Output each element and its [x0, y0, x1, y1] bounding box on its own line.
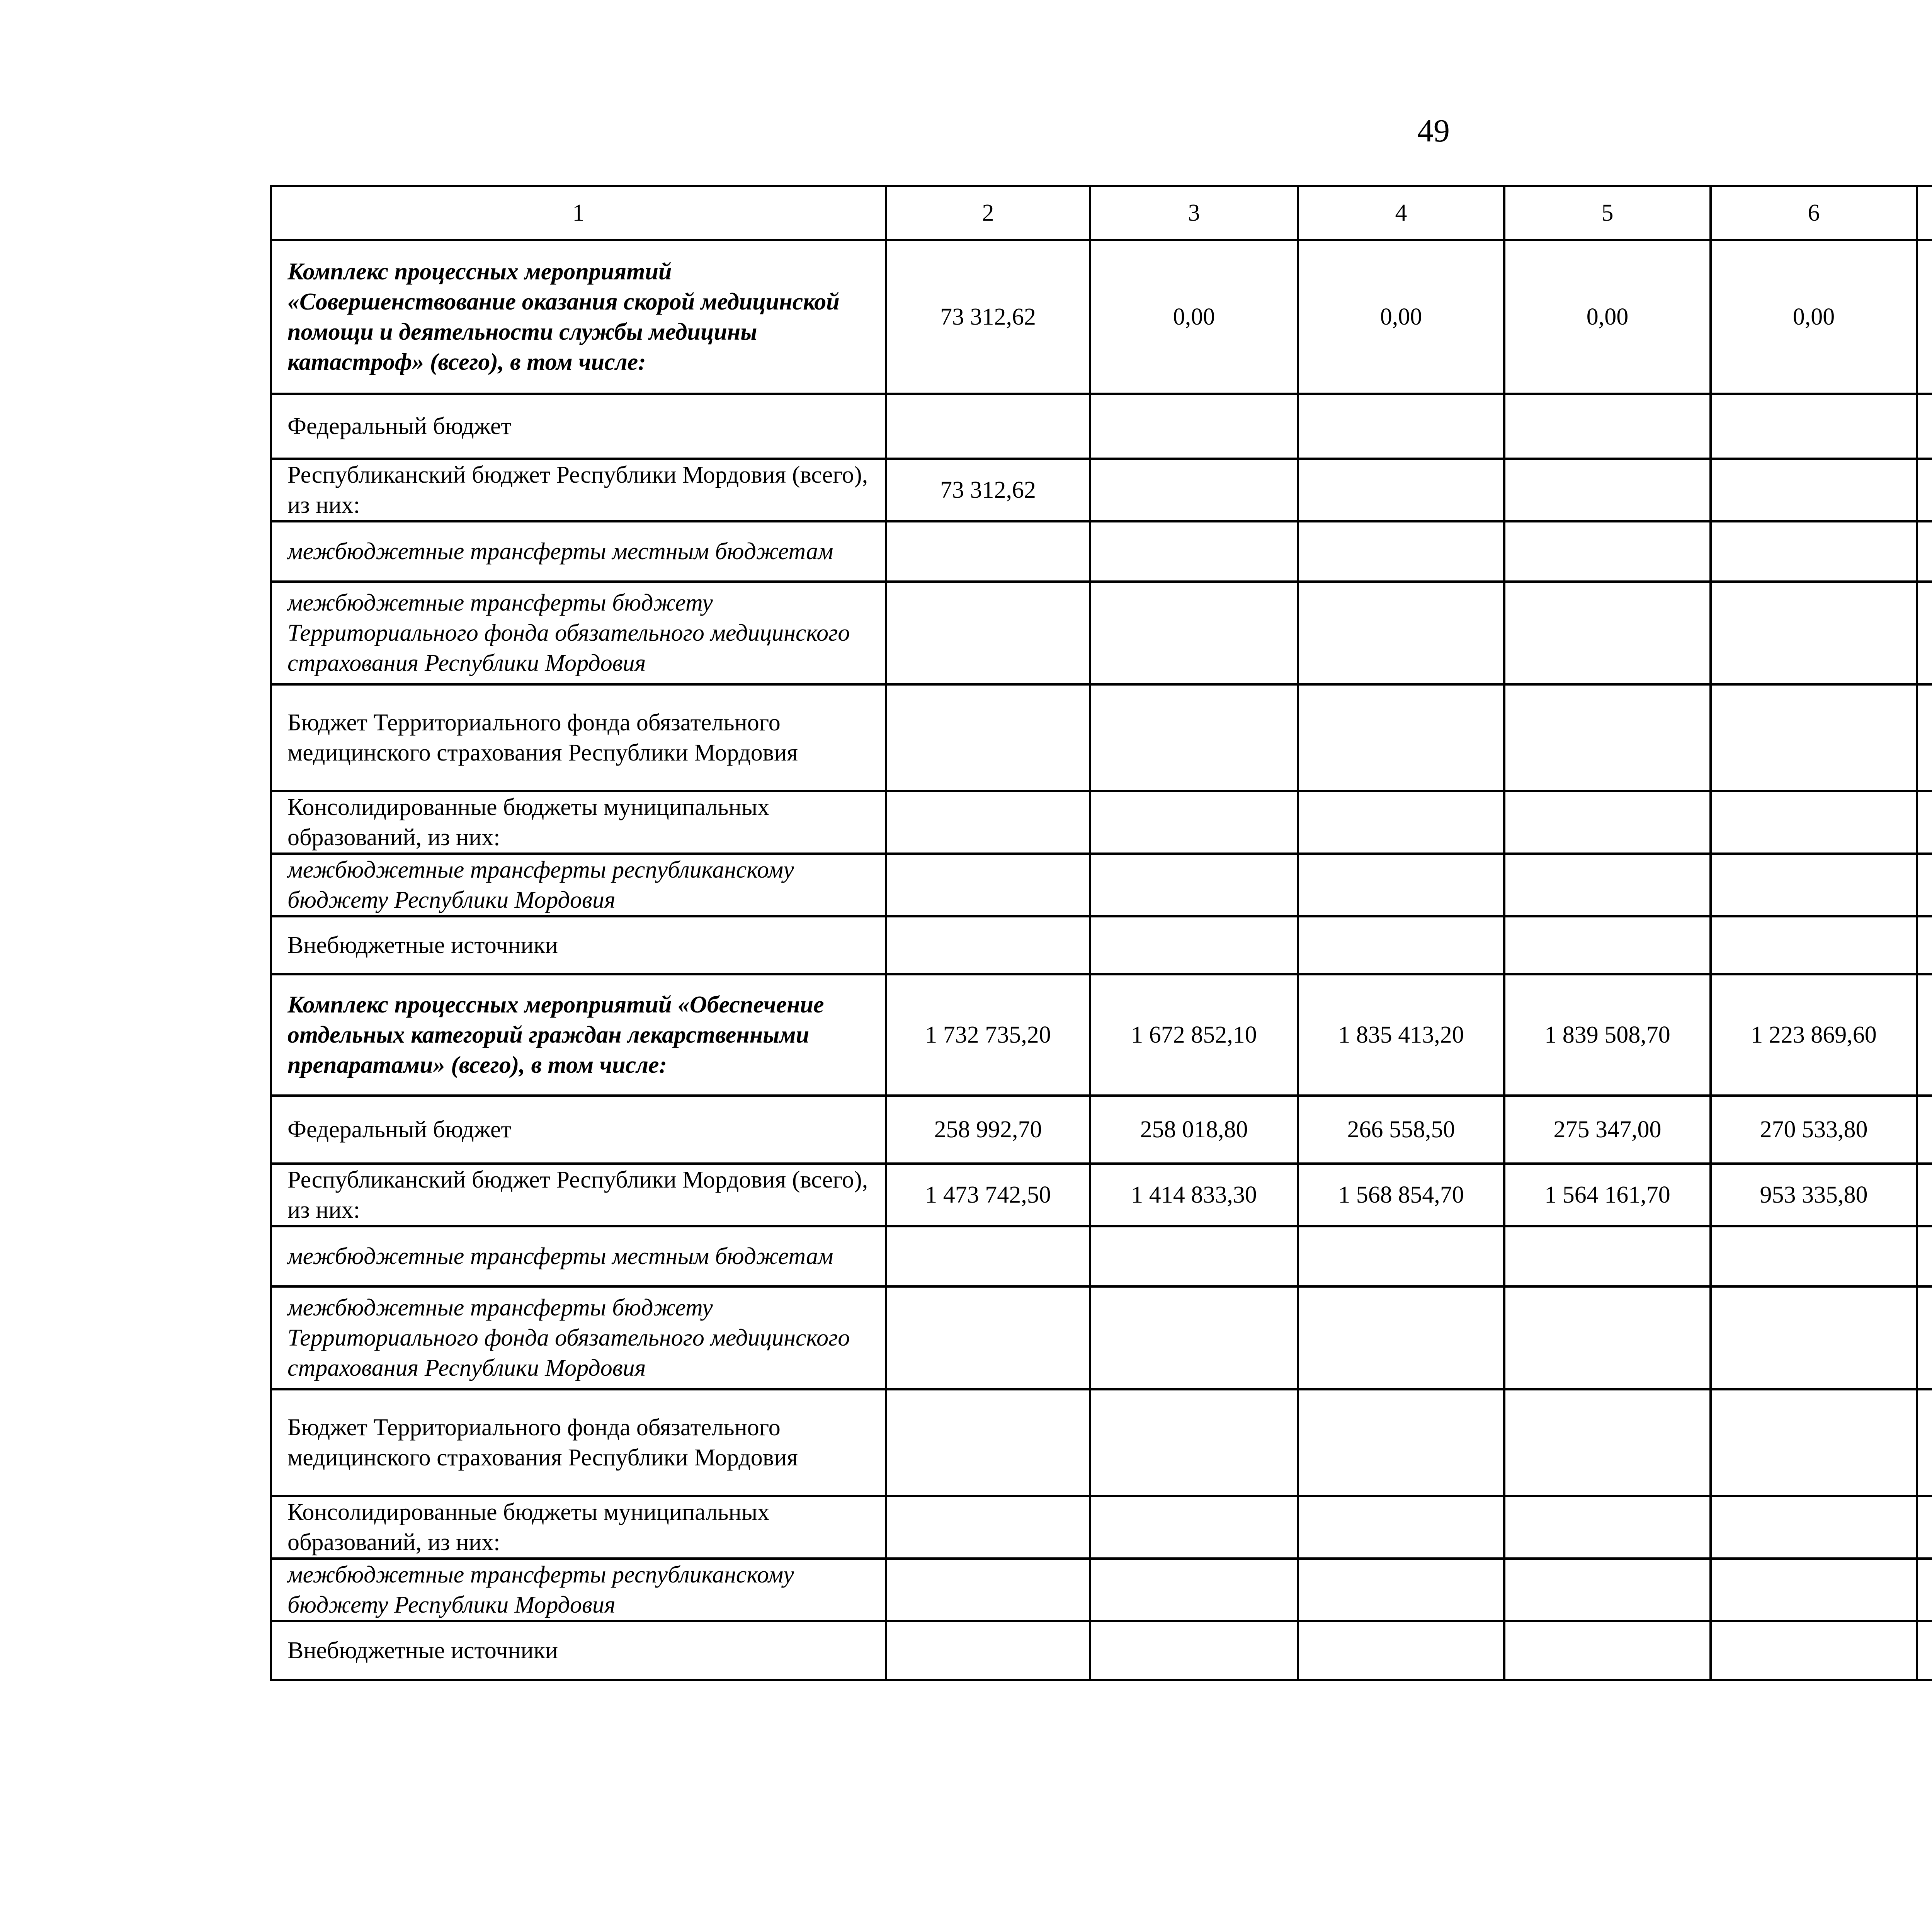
value-cell: 1 568 854,70: [1298, 1164, 1504, 1226]
value-cell: [1298, 854, 1504, 916]
value-cell: [1298, 1621, 1504, 1680]
value-cell: 0,00: [1298, 240, 1504, 394]
value-cell: [1298, 1389, 1504, 1496]
value-cell: [886, 1621, 1090, 1680]
table-row: [271, 582, 1932, 684]
value-cell: [1917, 582, 1932, 684]
value-cell: [1090, 1286, 1298, 1389]
value-cell: [1090, 521, 1298, 582]
value-cell: [1090, 854, 1298, 916]
table-row: [271, 1226, 1932, 1286]
value-cell: [1504, 582, 1711, 684]
value-cell: [1917, 1496, 1932, 1559]
value-cell: [1090, 1621, 1298, 1680]
value-cell: [1711, 916, 1917, 974]
row-label: межбюджетные трансферты местным бюджетам: [271, 521, 886, 582]
value-cell: 0,00: [1090, 240, 1298, 394]
value-cell: [1711, 684, 1917, 791]
value-cell: [886, 582, 1090, 684]
row-label: межбюджетные трансферты бюджету Территориального фонда обязательного медицинского страхования Республики Мордовия: [271, 1286, 886, 1389]
row-label: Комплекс процессных мероприятий «Обеспечение отдельных категорий граждан лекарственными препаратами» (всего), в том числе:: [271, 974, 886, 1096]
value-cell: [1917, 1226, 1932, 1286]
value-cell: [1298, 684, 1504, 791]
value-cell: [1504, 1389, 1711, 1496]
row-label: Консолидированные бюджеты муниципальных образований, из них:: [271, 791, 886, 854]
row-label: Федеральный бюджет: [271, 394, 886, 459]
value-cell: [886, 854, 1090, 916]
value-cell: 0,00: [1504, 240, 1711, 394]
value-cell: [886, 1559, 1090, 1621]
value-cell: 275 347,00: [1504, 1096, 1711, 1164]
value-cell: [1917, 854, 1932, 916]
value-cell: 1 839 508,70: [1504, 974, 1711, 1096]
row-label: Республиканский бюджет Республики Мордовия (всего), из них:: [271, 1164, 886, 1226]
value-cell: 1 672 852,10: [1090, 974, 1298, 1096]
value-cell: [1711, 1559, 1917, 1621]
value-cell: 258 992,70: [886, 1096, 1090, 1164]
row-label: Внебюджетные источники: [271, 1621, 886, 1680]
row-label: Консолидированные бюджеты муниципальных образований, из них:: [271, 1496, 886, 1559]
value-cell: [1917, 1389, 1932, 1496]
value-cell: [1090, 459, 1298, 521]
value-cell: [1917, 521, 1932, 582]
table-row: [271, 1164, 1932, 1226]
header-row: [271, 186, 1932, 240]
value-cell: [1298, 916, 1504, 974]
table-row: [271, 916, 1932, 974]
value-cell: [1298, 521, 1504, 582]
value-cell: [1917, 1286, 1932, 1389]
value-cell: [1917, 684, 1932, 791]
table-row: [271, 1559, 1932, 1621]
value-cell: [1090, 791, 1298, 854]
column-header: 4: [1298, 186, 1504, 240]
value-cell: [1504, 459, 1711, 521]
table-row: [271, 394, 1932, 459]
value-cell: [886, 1496, 1090, 1559]
value-cell: [1298, 582, 1504, 684]
value-cell: [1711, 1496, 1917, 1559]
value-cell: 270 533,80: [1711, 1096, 1917, 1164]
value-cell: [1504, 916, 1711, 974]
table-row: [271, 1096, 1932, 1164]
column-header: 2: [886, 186, 1090, 240]
column-header: [1917, 186, 1932, 240]
row-label: Бюджет Территориального фонда обязательного медицинского страхования Республики Мордовия: [271, 684, 886, 791]
value-cell: [1917, 394, 1932, 459]
column-header: 6: [1711, 186, 1917, 240]
value-cell: [886, 1286, 1090, 1389]
value-cell: [1504, 1621, 1711, 1680]
value-cell: [1917, 1621, 1932, 1680]
value-cell: 258 018,80: [1090, 1096, 1298, 1164]
value-cell: [1711, 459, 1917, 521]
value-cell: [1917, 974, 1932, 1096]
table-row: [271, 240, 1932, 394]
value-cell: [1711, 1286, 1917, 1389]
value-cell: [886, 791, 1090, 854]
value-cell: [1090, 1226, 1298, 1286]
value-cell: 1 414 833,30: [1090, 1164, 1298, 1226]
value-cell: [1917, 1559, 1932, 1621]
row-label: Республиканский бюджет Республики Мордовия (всего), из них:: [271, 459, 886, 521]
value-cell: [1504, 1286, 1711, 1389]
column-header: 5: [1504, 186, 1711, 240]
value-cell: [1504, 521, 1711, 582]
value-cell: [1917, 1096, 1932, 1164]
value-cell: [1298, 791, 1504, 854]
value-cell: [1504, 854, 1711, 916]
value-cell: [1504, 394, 1711, 459]
value-cell: [1711, 854, 1917, 916]
table-row: [271, 1621, 1932, 1680]
table-row: [271, 684, 1932, 791]
row-label: Внебюджетные источники: [271, 916, 886, 974]
row-label: межбюджетные трансферты бюджету Территориального фонда обязательного медицинского страхования Республики Мордовия: [271, 582, 886, 684]
value-cell: [1711, 1226, 1917, 1286]
value-cell: [886, 916, 1090, 974]
value-cell: [1504, 1559, 1711, 1621]
table-row: [271, 459, 1932, 521]
budget-table: [270, 185, 1932, 1681]
value-cell: [1711, 1621, 1917, 1680]
value-cell: 73 312,62: [886, 459, 1090, 521]
column-header: 1: [271, 186, 886, 240]
value-cell: 73 312,62: [886, 240, 1090, 394]
value-cell: [1711, 521, 1917, 582]
value-cell: [1298, 1286, 1504, 1389]
value-cell: [886, 1389, 1090, 1496]
value-cell: [1090, 582, 1298, 684]
value-cell: [1298, 1496, 1504, 1559]
value-cell: [1504, 684, 1711, 791]
row-label: межбюджетные трансферты республиканскому бюджету Республики Мордовия: [271, 1559, 886, 1621]
page-number: 49: [1417, 113, 1450, 149]
value-cell: [1504, 1496, 1711, 1559]
table-row: [271, 1286, 1932, 1389]
column-header: 3: [1090, 186, 1298, 240]
value-cell: [1711, 582, 1917, 684]
value-cell: [1090, 684, 1298, 791]
value-cell: [1917, 916, 1932, 974]
value-cell: [1504, 1226, 1711, 1286]
value-cell: 1 564 161,70: [1504, 1164, 1711, 1226]
value-cell: [1298, 1559, 1504, 1621]
value-cell: 1 835 413,20: [1298, 974, 1504, 1096]
row-label: Комплекс процессных мероприятий «Совершенствование оказания скорой медицинской помощи и деятельности службы медицины катастроф» (всего), в том числе:: [271, 240, 886, 394]
value-cell: [1298, 459, 1504, 521]
value-cell: [1917, 240, 1932, 394]
value-cell: [1711, 791, 1917, 854]
value-cell: [1298, 394, 1504, 459]
value-cell: [886, 521, 1090, 582]
value-cell: [1711, 1389, 1917, 1496]
row-label: Бюджет Территориального фонда обязательного медицинского страхования Республики Мордовия: [271, 1389, 886, 1496]
table-row: [271, 974, 1932, 1096]
value-cell: 0,00: [1711, 240, 1917, 394]
value-cell: [1090, 394, 1298, 459]
value-cell: 1 732 735,20: [886, 974, 1090, 1096]
value-cell: [1917, 791, 1932, 854]
value-cell: [1711, 394, 1917, 459]
value-cell: [1504, 791, 1711, 854]
value-cell: [1090, 1496, 1298, 1559]
value-cell: [886, 684, 1090, 791]
value-cell: 266 558,50: [1298, 1096, 1504, 1164]
value-cell: [886, 394, 1090, 459]
value-cell: [1917, 1164, 1932, 1226]
value-cell: [1090, 916, 1298, 974]
value-cell: 1 473 742,50: [886, 1164, 1090, 1226]
row-label: межбюджетные трансферты местным бюджетам: [271, 1226, 886, 1286]
table-row: [271, 521, 1932, 582]
value-cell: 1 223 869,60: [1711, 974, 1917, 1096]
value-cell: 953 335,80: [1711, 1164, 1917, 1226]
value-cell: [1090, 1389, 1298, 1496]
row-label: Федеральный бюджет: [271, 1096, 886, 1164]
value-cell: [1917, 459, 1932, 521]
row-label: межбюджетные трансферты республиканскому бюджету Республики Мордовия: [271, 854, 886, 916]
table-body: [271, 186, 1932, 1680]
table-row: [271, 791, 1932, 854]
table-row: [271, 1389, 1932, 1496]
table-row: [271, 854, 1932, 916]
table-row: [271, 1496, 1932, 1559]
value-cell: [1090, 1559, 1298, 1621]
value-cell: [1298, 1226, 1504, 1286]
value-cell: [886, 1226, 1090, 1286]
